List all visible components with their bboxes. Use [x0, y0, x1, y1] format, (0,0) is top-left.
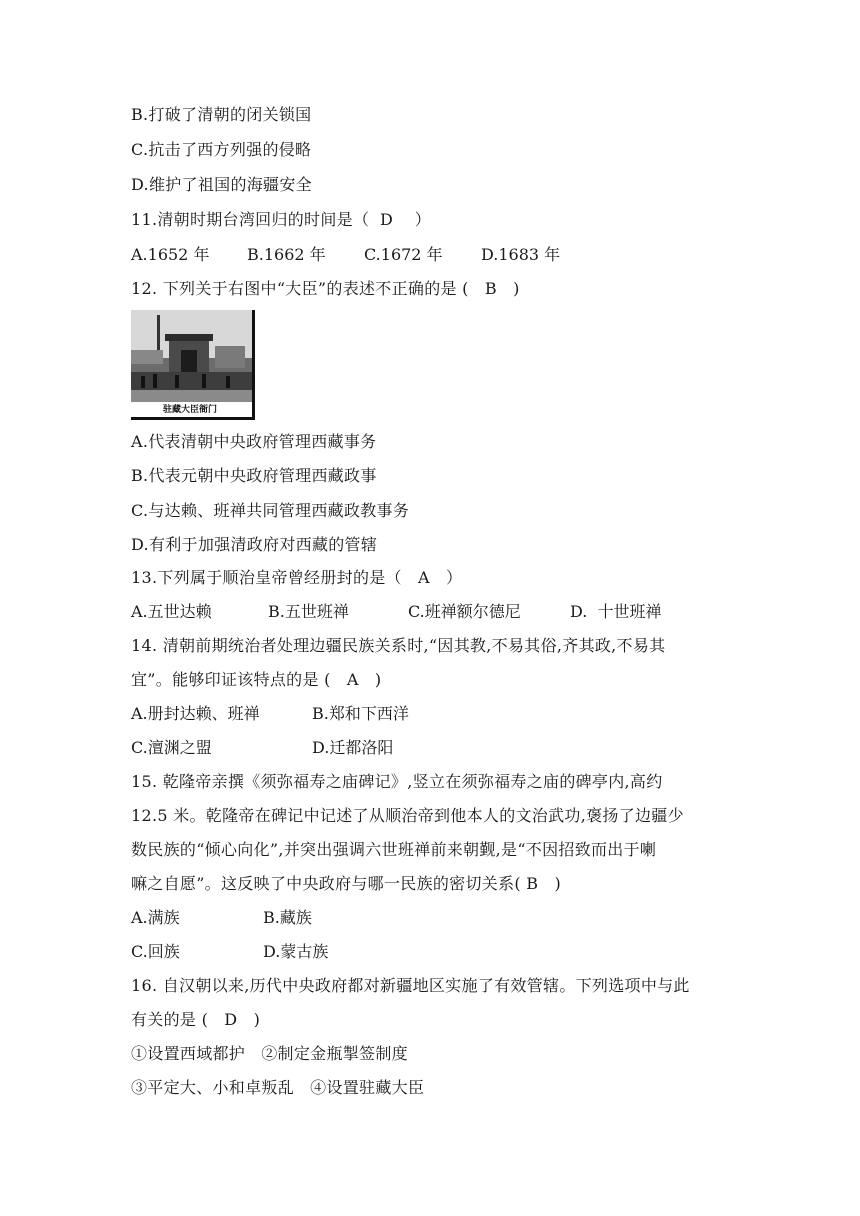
q15-option-d: D.蒙古族 [263, 942, 329, 961]
q14-option-b: B.郑和下西洋 [312, 704, 409, 723]
q15-option-c: C.回族 [131, 942, 180, 961]
gate-photo-drawing [131, 310, 252, 417]
q11-option-d: D.1683 年 [481, 245, 561, 264]
q11-option-b: B.1662 年 [247, 245, 326, 264]
q15-stem-line1: 15. 乾隆帝亲撰《须弥福寿之庙碑记》,竖立在须弥福寿之庙的碑亭内,高约 [131, 772, 663, 791]
q13-option-a: A.五世达赖 [131, 602, 212, 621]
q14-stem-line2: 宜”。能够印证该特点的是 ( A ) [131, 670, 382, 689]
q10-option-d: D.维护了祖国的海疆安全 [131, 175, 312, 194]
photo-caption: 驻藏大臣衙门 [162, 405, 217, 415]
q12-option-b: B.代表元朝中央政府管理西藏政事 [131, 466, 377, 485]
q13-option-b: B.五世班禅 [268, 602, 349, 621]
q11-stem: 11.清朝时期台湾回归的时间是（ D ） [131, 210, 431, 229]
q14-option-a: A.册封达赖、班禅 [131, 704, 260, 723]
q12-stem: 12. 下列关于右图中“大臣”的表述不正确的是 ( B ) [131, 279, 520, 298]
q15-option-b: B.藏族 [263, 908, 312, 927]
q14-option-c: C.澶渊之盟 [131, 738, 212, 757]
q13-stem: 13.下列属于顺治皇帝曾经册封的是（ A ） [131, 568, 463, 587]
q15-stem-line2: 12.5 米。乾隆帝在碑记中记述了从顺治帝到他本人的文治武功,褒扬了边疆少 [131, 806, 684, 825]
q12-option-c: C.与达赖、班禅共同管理西藏政教事务 [131, 501, 410, 520]
q11-option-c: C.1672 年 [364, 245, 443, 264]
q12-option-a: A.代表清朝中央政府管理西藏事务 [131, 432, 377, 451]
q13-option-d: D. 十世班禅 [570, 602, 662, 621]
q15-stem-line4: 嘛之自愿”。这反映了中央政府与哪一民族的密切关系( B ) [131, 874, 562, 893]
q11-option-a: A.1652 年 [131, 245, 210, 264]
q16-stem-line1: 16. 自汉朝以来,历代中央政府都对新疆地区实施了有效管辖。下列选项中与此 [131, 976, 690, 995]
q15-stem-line3: 数民族的“倾心向化”,并突出强调六世班禅前来朝觐,是“不因招致而出于喇 [131, 840, 657, 859]
q16-items-line1: ①设置西域都护 ②制定金瓶掣签制度 [131, 1044, 408, 1063]
q15-option-a: A.满族 [131, 908, 180, 927]
q16-stem-line2: 有关的是 ( D ) [131, 1010, 261, 1029]
q13-option-c: C.班禅额尔德尼 [408, 602, 521, 621]
q10-option-b: B.打破了清朝的闭关锁国 [131, 105, 312, 124]
amban-yamen-photo [131, 310, 255, 420]
q10-option-c: C.抗击了西方列强的侵略 [131, 140, 312, 159]
q14-stem-line1: 14. 清朝前期统治者处理边疆民族关系时,“因其教,不易其俗,齐其政,不易其 [131, 636, 666, 655]
q12-option-d: D.有利于加强清政府对西藏的管辖 [131, 535, 378, 554]
q16-items-line2: ③平定大、小和卓叛乱 ④设置驻藏大臣 [131, 1078, 425, 1097]
q14-option-d: D.迁都洛阳 [312, 738, 394, 757]
